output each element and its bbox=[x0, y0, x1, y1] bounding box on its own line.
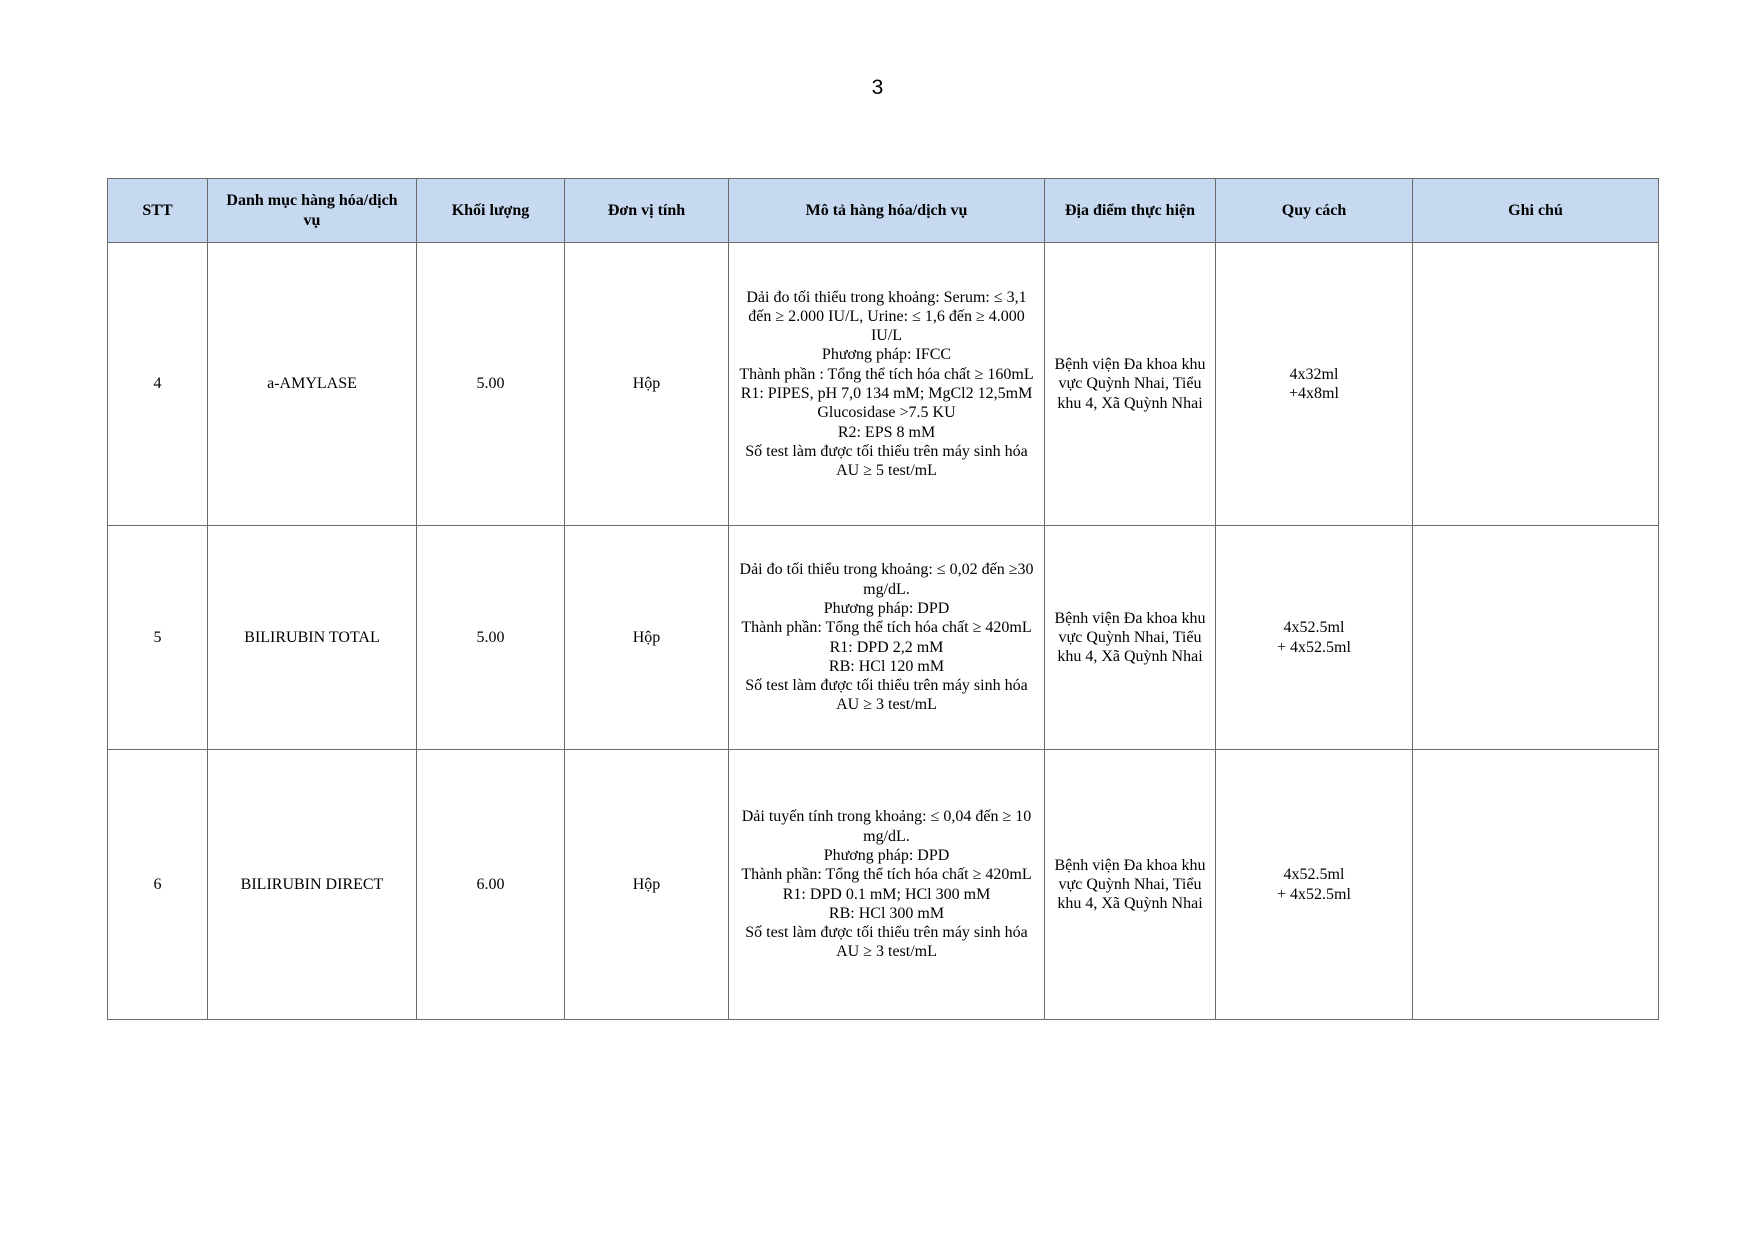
cell-stt: 5 bbox=[108, 526, 208, 750]
header-quantity: Khối lượng bbox=[417, 179, 565, 243]
table-header-row bbox=[108, 179, 1659, 243]
cell-spec: 4x52.5ml + 4x52.5ml bbox=[1216, 526, 1413, 750]
table-row bbox=[108, 243, 1659, 526]
cell-quantity: 5.00 bbox=[417, 243, 565, 526]
cell-note bbox=[1413, 243, 1659, 526]
cell-stt: 4 bbox=[108, 243, 208, 526]
cell-unit: Hộp bbox=[565, 526, 729, 750]
cell-item-name: BILIRUBIN DIRECT bbox=[208, 750, 417, 1020]
cell-note bbox=[1413, 526, 1659, 750]
cell-note bbox=[1413, 750, 1659, 1020]
table-row bbox=[108, 526, 1659, 750]
header-unit: Đơn vị tính bbox=[565, 179, 729, 243]
cell-stt: 6 bbox=[108, 750, 208, 1020]
page-number: 3 bbox=[871, 76, 884, 99]
header-description: Mô tả hàng hóa/dịch vụ bbox=[729, 179, 1045, 243]
cell-spec: 4x52.5ml + 4x52.5ml bbox=[1216, 750, 1413, 1020]
cell-description: Dải tuyến tính trong khoảng: ≤ 0,04 đến ≥ 10 mg/dL. Phương pháp: DPD Thành phần: Tổng thể tích hóa chất ≥ 420mL R1: DPD 0.1 mM; HCl 300 mM RB: HCl 300 mM Số test làm được tối thiểu trên máy sinh hóa AU ≥ 3 test/mL bbox=[729, 750, 1045, 1020]
cell-spec: 4x32ml +4x8ml bbox=[1216, 243, 1413, 526]
header-note: Ghi chú bbox=[1413, 179, 1659, 243]
cell-unit: Hộp bbox=[565, 750, 729, 1020]
cell-description: Dải đo tối thiểu trong khoảng: Serum: ≤ 3,1 đến ≥ 2.000 IU/L, Urine: ≤ 1,6 đến ≥ 4.000 IU/L Phương pháp: IFCC Thành phần : Tổng thể tích hóa chất ≥ 160mL R1: PIPES, pH 7,0 134 mM; MgCl2 12,5mM Glucosidase >7.5 KU R2: EPS 8 mM Số test làm được tối thiểu trên máy sinh hóa AU ≥ 5 test/mL bbox=[729, 243, 1045, 526]
cell-quantity: 5.00 bbox=[417, 526, 565, 750]
cell-description: Dải đo tối thiểu trong khoảng: ≤ 0,02 đến ≥30 mg/dL. Phương pháp: DPD Thành phần: Tổng thể tích hóa chất ≥ 420mL R1: DPD 2,2 mM RB: HCl 120 mM Số test làm được tối thiểu trên máy sinh hóa AU ≥ 3 test/mL bbox=[729, 526, 1045, 750]
header-spec: Quy cách bbox=[1216, 179, 1413, 243]
cell-item-name: BILIRUBIN TOTAL bbox=[208, 526, 417, 750]
table-row bbox=[108, 750, 1659, 1020]
goods-table bbox=[107, 178, 1659, 1020]
header-location: Địa điểm thực hiện bbox=[1045, 179, 1216, 243]
header-item-name: Danh mục hàng hóa/dịch vụ bbox=[208, 179, 417, 243]
cell-location: Bệnh viện Đa khoa khu vực Quỳnh Nhai, Tiểu khu 4, Xã Quỳnh Nhai bbox=[1045, 750, 1216, 1020]
cell-quantity: 6.00 bbox=[417, 750, 565, 1020]
cell-location: Bệnh viện Đa khoa khu vực Quỳnh Nhai, Tiểu khu 4, Xã Quỳnh Nhai bbox=[1045, 243, 1216, 526]
cell-item-name: a-AMYLASE bbox=[208, 243, 417, 526]
header-stt: STT bbox=[108, 179, 208, 243]
cell-unit: Hộp bbox=[565, 243, 729, 526]
cell-location: Bệnh viện Đa khoa khu vực Quỳnh Nhai, Tiểu khu 4, Xã Quỳnh Nhai bbox=[1045, 526, 1216, 750]
